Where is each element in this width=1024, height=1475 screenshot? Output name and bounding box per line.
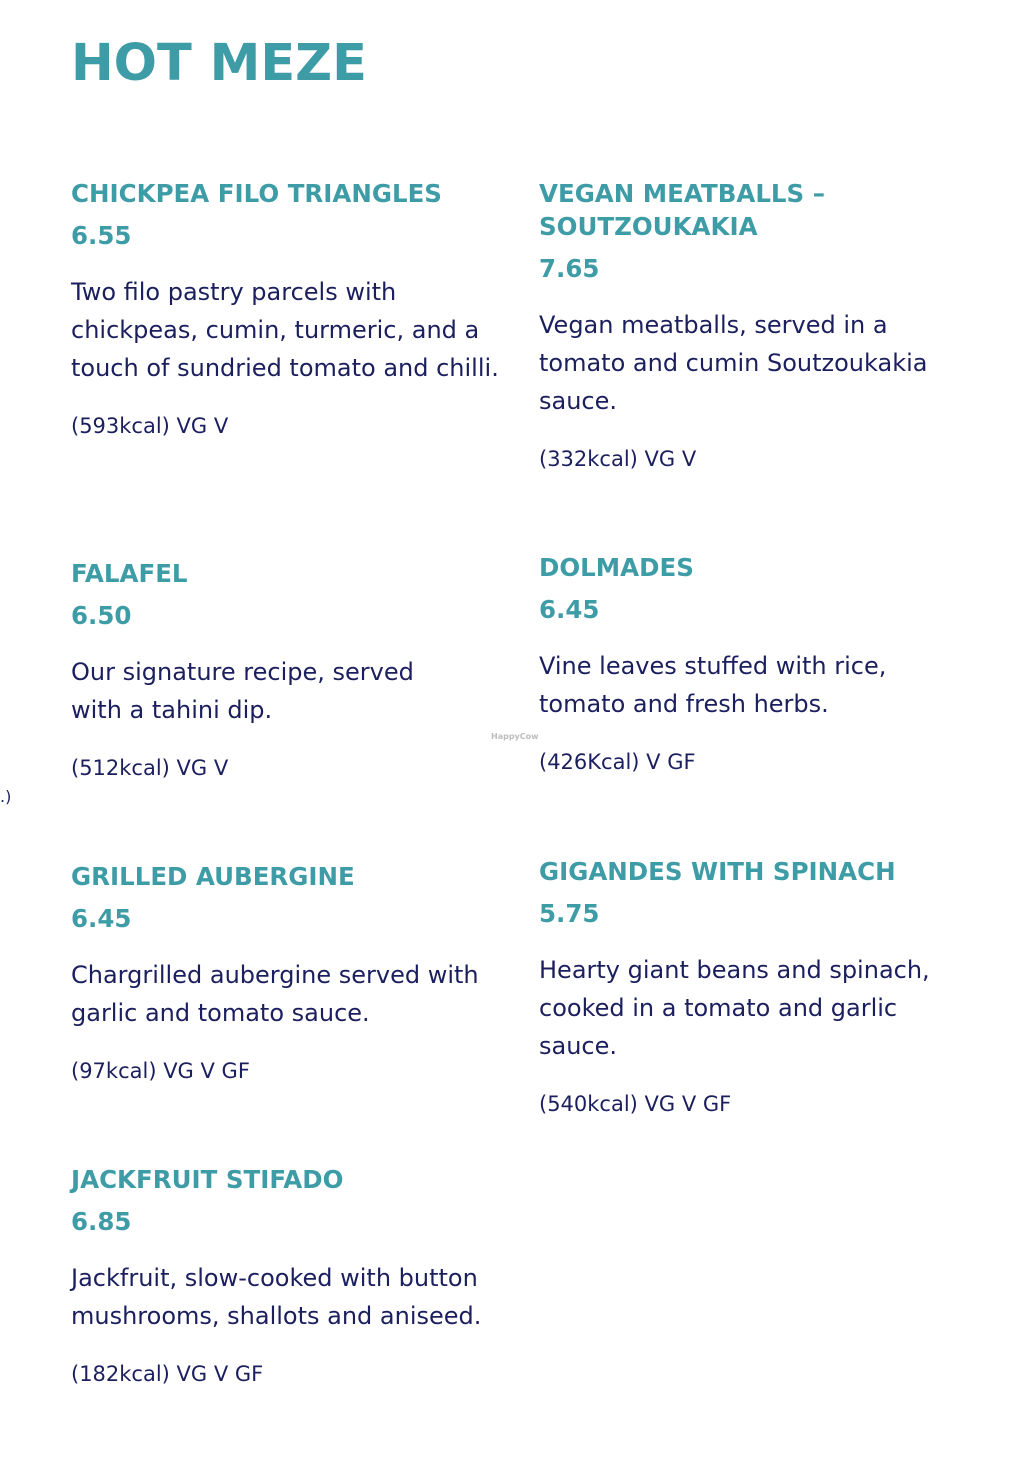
item-description: Vine leaves stuffed with rice, tomato and fresh herbs. (539, 652, 887, 718)
item-name: DOLMADES (539, 553, 694, 582)
item-name: FALAFEL (71, 559, 188, 588)
menu-item-dolmades (539, 551, 979, 777)
item-price: 6.55 (71, 221, 132, 250)
item-price: 6.50 (71, 601, 132, 630)
item-description: Chargrilled aubergine served with garlic and tomato sauce. (71, 961, 479, 1027)
item-name: JACKFRUIT STIFADO (71, 1165, 344, 1194)
page-title: HOT MEZE (71, 34, 367, 93)
item-name: GRILLED AUBERGINE (71, 862, 355, 891)
menu-item-vegan-meatballs (539, 177, 979, 474)
menu-item-jackfruit-stifado (71, 1163, 511, 1389)
menu-item-falafel (71, 557, 511, 783)
item-description: Jackfruit, slow-cooked with button mushrooms, shallots and aniseed. (71, 1264, 482, 1330)
item-description: Our signature recipe, served with a tahini dip. (71, 658, 414, 724)
item-name: GIGANDES WITH SPINACH (539, 857, 896, 886)
item-description: Two filo pastry parcels with chickpeas, cumin, turmeric, and a touch of sundried tomato and chilli. (71, 278, 499, 382)
menu-item-gigandes-with-spinach (539, 855, 979, 1119)
item-name: VEGAN MEATBALLS – SOUTZOUKAKIA (539, 179, 825, 241)
item-price: 6.85 (71, 1207, 132, 1236)
item-price: 5.75 (539, 899, 600, 928)
item-dietary-info: (332kcal) VG V (539, 447, 697, 471)
item-price: 7.65 (539, 254, 600, 283)
item-description: Vegan meatballs, served in a tomato and cumin Soutzoukakia sauce. (539, 311, 928, 415)
item-dietary-info: (540kcal) VG V GF (539, 1092, 732, 1116)
happycow-watermark: HappyCow (491, 732, 539, 741)
item-price: 6.45 (539, 595, 600, 624)
menu-item-chickpea-filo-triangles (71, 177, 511, 441)
item-dietary-info: (182kcal) VG V GF (71, 1362, 264, 1386)
edge-fragment-text: .) (0, 787, 12, 806)
item-dietary-info: (593kcal) VG V (71, 414, 229, 438)
item-description: Hearty giant beans and spinach, cooked in a tomato and garlic sauce. (539, 956, 930, 1060)
menu-item-grilled-aubergine (71, 860, 511, 1086)
item-dietary-info: (426Kcal) V GF (539, 750, 696, 774)
item-price: 6.45 (71, 904, 132, 933)
item-name: CHICKPEA FILO TRIANGLES (71, 179, 442, 208)
item-dietary-info: (512kcal) VG V (71, 756, 229, 780)
item-dietary-info: (97kcal) VG V GF (71, 1059, 250, 1083)
